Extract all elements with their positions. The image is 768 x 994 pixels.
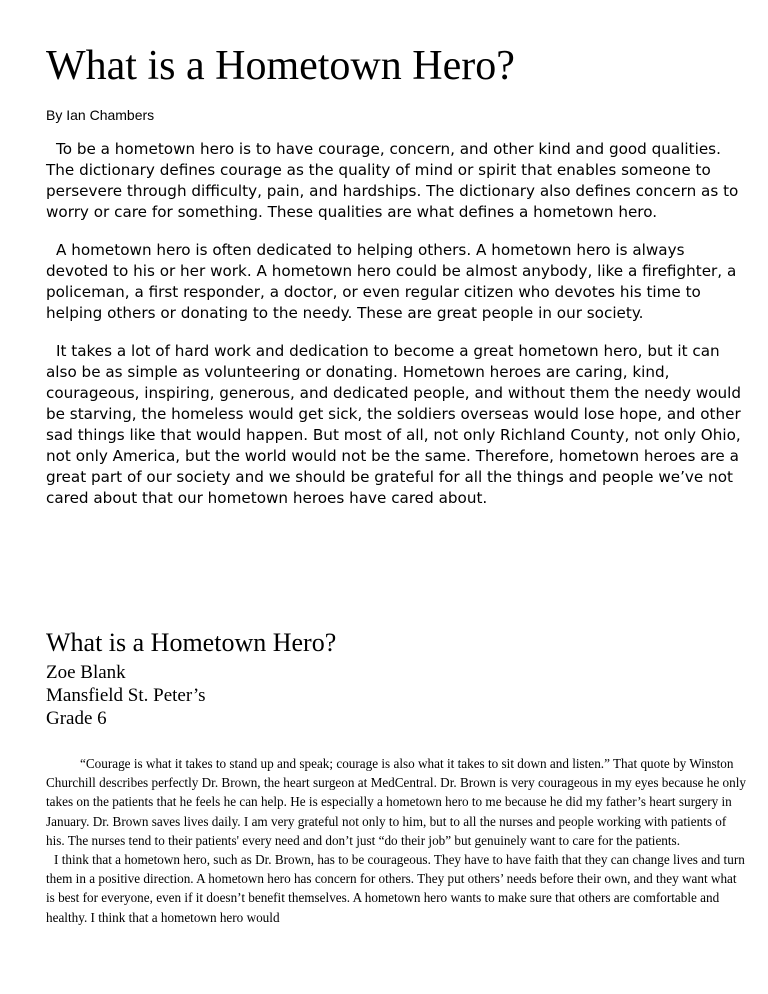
essay-ian-chambers [46, 40, 746, 509]
essay-grade: Grade 6 [46, 708, 107, 729]
essay-school: Mansfield St. Peter’s [46, 685, 206, 706]
essay-paragraph: It takes a lot of hard work and dedication to become a great hometown hero, but it can also be as simple as volunteering or donating. Hometown heroes are caring, kind, courageous, inspiring, generous, and dedicated people, and without them the needy would be starving, the homeless would get sick, the soldiers overseas would lose hope, and other sad things like that would happen. But most of all, not only Richland County, not only Ohio, not only America, but the world would not be the same. Therefore, hometown heroes are a great part of our society and we should be grateful for all the things and people we’ve not cared about that our hometown heroes have cared about. [46, 342, 742, 507]
essay-paragraph: A hometown hero is often dedicated to helping others. A hometown hero is always devoted to his or her work. A hometown hero could be almost anybody, like a firefighter, a policeman, a first responder, a doctor, or even regular citizen who devotes his time to helping others or donating to the needy. These are great people in our society. [46, 241, 737, 322]
essay-title: What is a Hometown Hero? [46, 628, 337, 657]
essay-author: Zoe Blank [46, 662, 126, 683]
essay-title: What is a Hometown Hero? [46, 43, 515, 89]
essay-zoe-blank [46, 627, 746, 927]
essay-paragraph: “Courage is what it takes to stand up and speak; courage is also what it takes to sit down and listen.” That quote by Winston Churchill describes perfectly Dr. Brown, the heart surgeon at MedCentral. Dr. Brown is very courageous in my eyes because he only takes on the patients that he feels he can help. He is especially a hometown hero to me because he did my father’s heart surgery in January. Dr. Brown saves lives daily. I am very grateful not only to him, but to all the nurses and people working with patients of his. The nurses tend to their patients' every need and don’t just “do their job” but genuinely want to care for the patients. [46, 756, 746, 848]
essay-paragraph: I think that a hometown hero, such as Dr. Brown, has to be courageous. They have to have faith that they can change lives and turn them in a positive direction. A hometown hero has concern for others. They put others’ needs before their own, and they want what is best for everyone, even if it doesn’t benefit themselves. A hometown hero wants to make sure that others are comfortable and healthy. I think that a hometown hero would [46, 852, 745, 925]
essay-byline: By Ian Chambers [46, 107, 155, 123]
essay-paragraph: To be a hometown hero is to have courage, concern, and other kind and good qualities. The dictionary defines courage as the quality of mind or spirit that enables someone to persevere through difficulty, pain, and hardships. The dictionary also defines concern as to worry or care for something. These qualities are what defines a hometown hero. [46, 140, 739, 221]
